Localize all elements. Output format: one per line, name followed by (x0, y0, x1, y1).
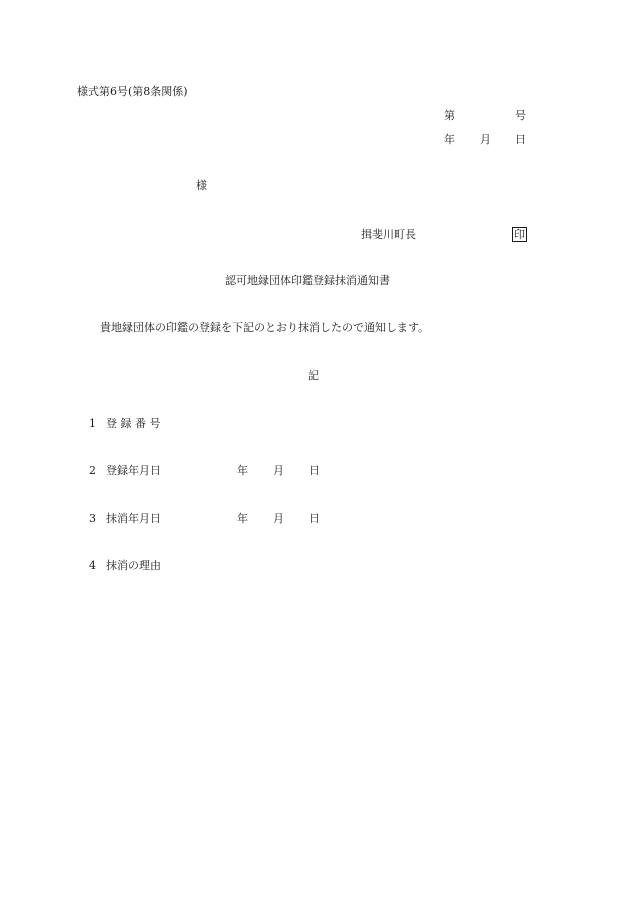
item-2-year: 年 (237, 464, 248, 477)
header-date-day: 日 (515, 133, 526, 146)
ki-heading: 記 (308, 369, 319, 382)
document-title: 認可地縁団体印鑑登録抹消通知書 (225, 274, 390, 287)
item-3-month: 月 (273, 512, 284, 525)
item-3-year: 年 (237, 512, 248, 525)
sender-title: 揖斐川町長 (361, 228, 416, 241)
item-3-number: 3 (89, 512, 96, 525)
doc-number-prefix: 第 (444, 109, 455, 122)
header-date-month: 月 (480, 133, 491, 146)
item-3-label: 抹消年月日 (106, 512, 161, 525)
item-1-label: 登 録 番 号 (106, 417, 161, 430)
addressee-honorific: 様 (196, 179, 207, 192)
item-4-label: 抹消の理由 (106, 559, 161, 572)
item-4-number: 4 (89, 559, 96, 572)
item-3-day: 日 (309, 512, 320, 525)
item-2-number: 2 (89, 464, 96, 477)
seal-label: 印 (514, 228, 525, 241)
item-2-month: 月 (273, 464, 284, 477)
header-date-year: 年 (444, 133, 455, 146)
item-2-day: 日 (309, 464, 320, 477)
seal-mark (512, 227, 527, 242)
item-2-label: 登録年月日 (106, 464, 161, 477)
doc-number-suffix: 号 (515, 109, 526, 122)
form-id: 様式第6号(第8条関係) (77, 85, 188, 98)
body-text: 貴地縁団体の印鑑の登録を下記のとおり抹消したので通知します。 (100, 321, 430, 334)
item-1-number: 1 (89, 417, 96, 430)
